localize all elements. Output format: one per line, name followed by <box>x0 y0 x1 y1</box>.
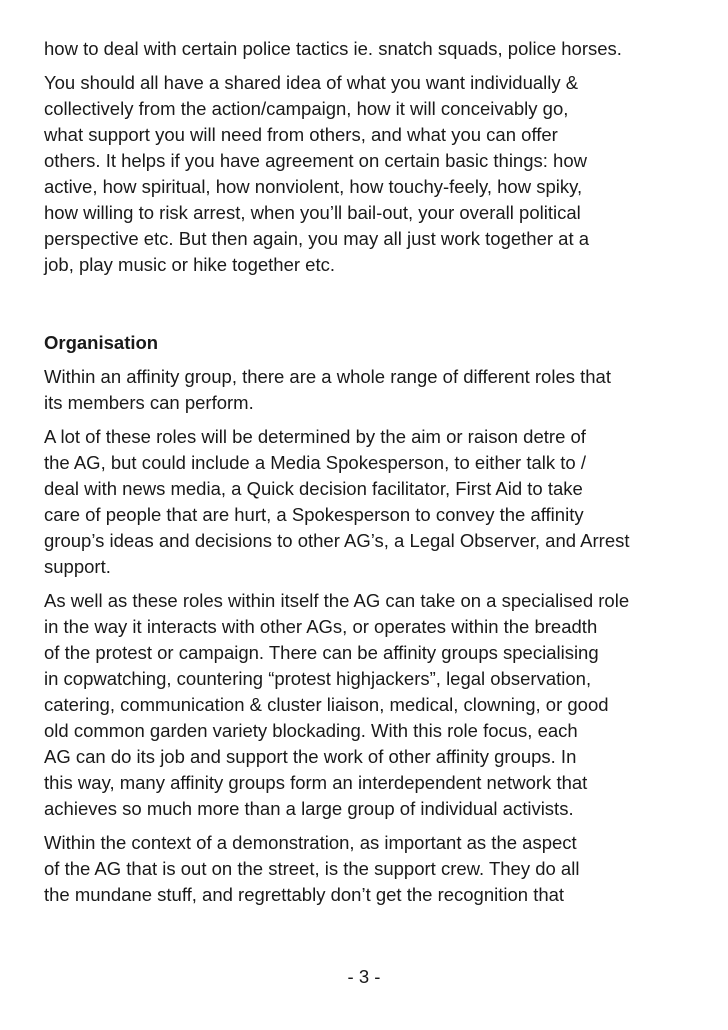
text-line: how to deal with certain police tactics ie. snatch squads, police horses. <box>44 38 622 59</box>
text-line: care of people that are hurt, a Spokesperson to convey the affinity <box>44 504 584 525</box>
section-gap <box>44 286 696 330</box>
paragraph-support-crew <box>44 830 696 908</box>
text-line: how willing to risk arrest, when you’ll bail-out, your overall political <box>44 202 581 223</box>
text-line: others. It helps if you have agreement on certain basic things: how <box>44 150 587 171</box>
top-paragraphs <box>44 36 696 278</box>
text-line: job, play music or hike together etc. <box>44 254 336 275</box>
text-line: collectively from the action/campaign, how it will conceivably go, <box>44 98 569 119</box>
paragraph-police-tactics <box>44 36 696 62</box>
document-page <box>44 36 696 916</box>
paragraph-shared-idea <box>44 70 696 278</box>
page-number: - 3 - <box>347 966 381 987</box>
section-heading: Organisation <box>44 332 159 353</box>
text-line: in copwatching, countering “protest highjackers”, legal observation, <box>44 668 592 689</box>
text-line: Within an affinity group, there are a whole range of different roles that <box>44 366 611 387</box>
text-line: in the way it interacts with other AGs, or operates within the breadth <box>44 616 598 637</box>
text-line: As well as these roles within itself the AG can take on a specialised role <box>44 590 630 611</box>
paragraph-roles-intro <box>44 364 696 416</box>
text-line: A lot of these roles will be determined by the aim or raison detre of <box>44 426 586 447</box>
text-line: the mundane stuff, and regrettably don’t get the recognition that <box>44 884 565 905</box>
text-line: group’s ideas and decisions to other AG’s, a Legal Observer, and Arrest <box>44 530 630 551</box>
text-line: perspective etc. But then again, you may all just work together at a <box>44 228 590 249</box>
text-line: support. <box>44 556 111 577</box>
text-line: achieves so much more than a large group of individual activists. <box>44 798 574 819</box>
text-line: AG can do its job and support the work of other affinity groups. In <box>44 746 577 767</box>
text-line: old common garden variety blockading. With this role focus, each <box>44 720 578 741</box>
text-line: its members can perform. <box>44 392 254 413</box>
paragraph-specialised-roles <box>44 588 696 822</box>
text-line: Within the context of a demonstration, as important as the aspect <box>44 832 577 853</box>
text-line: the AG, but could include a Media Spokesperson, to either talk to / <box>44 452 586 473</box>
text-line: deal with news media, a Quick decision facilitator, First Aid to take <box>44 478 583 499</box>
text-line: You should all have a shared idea of what you want individually & <box>44 72 579 93</box>
text-line: active, how spiritual, how nonviolent, how touchy-feely, how spiky, <box>44 176 583 197</box>
text-line: catering, communication & cluster liaison, medical, clowning, or good <box>44 694 609 715</box>
section-paragraphs <box>44 364 696 908</box>
text-line: of the AG that is out on the street, is the support crew. They do all <box>44 858 580 879</box>
text-line: this way, many affinity groups form an interdependent network that <box>44 772 588 793</box>
text-line: what support you will need from others, and what you can offer <box>44 124 558 145</box>
paragraph-roles-list <box>44 424 696 580</box>
text-line: of the protest or campaign. There can be affinity groups specialising <box>44 642 599 663</box>
